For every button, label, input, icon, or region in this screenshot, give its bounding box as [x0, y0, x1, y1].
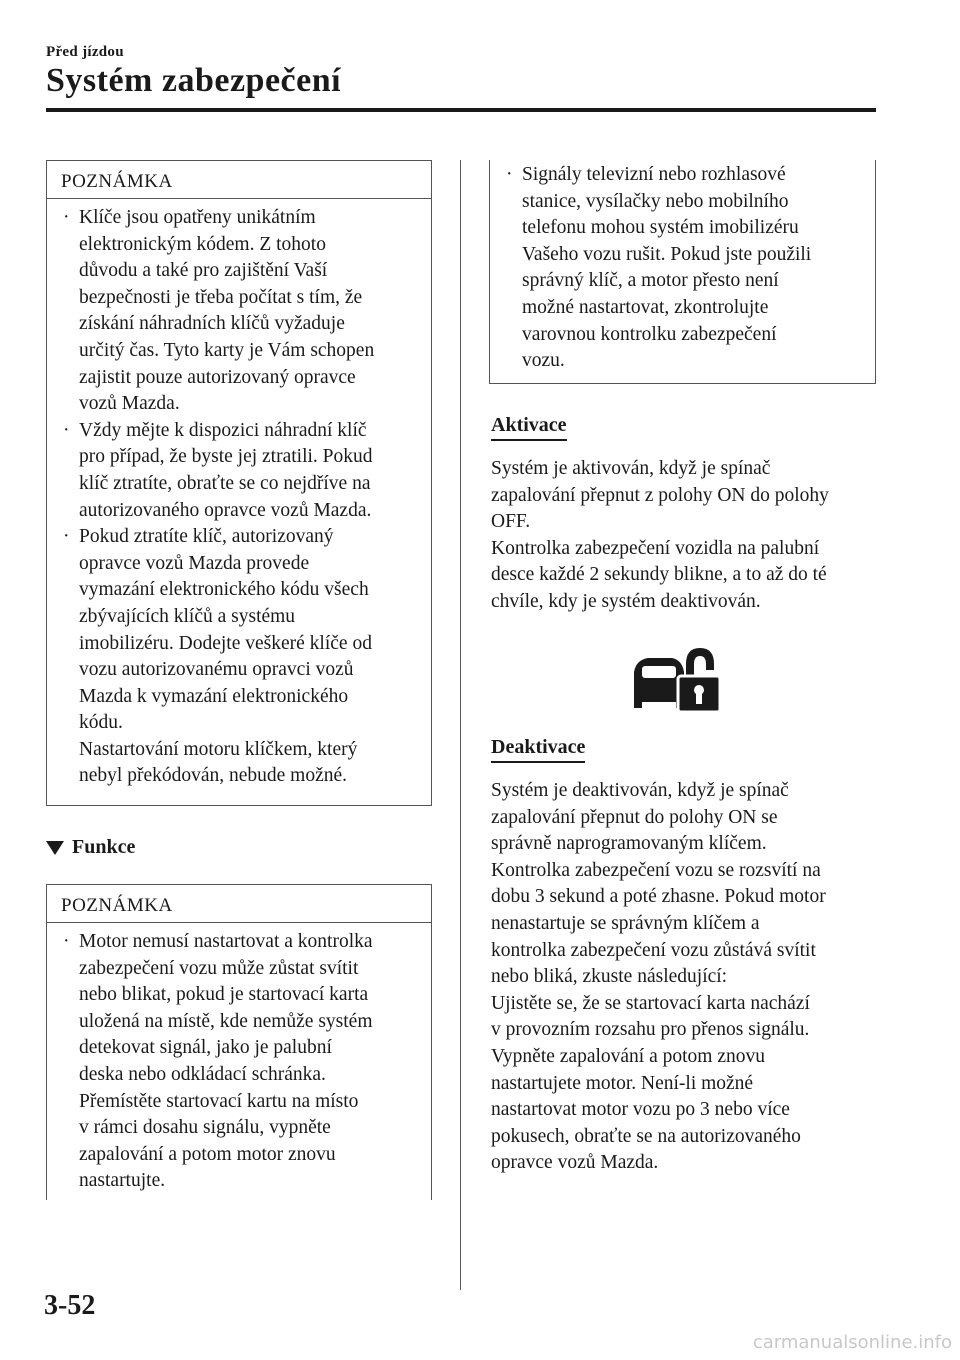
text-line: zapalování přepnut z polohy ON do polohy [491, 484, 829, 506]
text-line: Vašeho vozu rušit. Pokud jste použili [522, 243, 812, 265]
page-number: 3-52 [44, 1290, 96, 1321]
note-body [47, 923, 431, 1195]
page-title: Systém zabezpečení [46, 62, 342, 99]
text-line: důvodu a také pro zajištění Vaší [79, 260, 328, 282]
text-line: opravce vozů Mazda. [491, 1152, 659, 1174]
text-line: zabezpečení vozu může zůstat svítit [79, 957, 359, 979]
text-line: detekovat signál, jako je palubní [79, 1037, 332, 1059]
text-line: Vždy mějte k dispozici náhradní klíč [79, 419, 367, 441]
text-line: vozu. [522, 350, 565, 372]
paragraph-deaktivace [491, 778, 881, 1177]
text-line: dobu 3 sekund a poté zhasne. Pokud motor [491, 886, 826, 908]
text-line: vymazání elektronického kódu všech [79, 579, 369, 601]
note-body [490, 160, 875, 375]
bullet-dot-icon: · [506, 164, 513, 185]
column-divider [460, 160, 461, 1290]
section-heading-text: Funkce [72, 836, 136, 858]
subheading-text: Deaktivace [491, 736, 586, 758]
text-line: Přemístěte startovací kartu na místo [79, 1090, 359, 1112]
bullet-text [79, 205, 421, 418]
text-line: správně naprogramovaným klíčem. [491, 833, 767, 855]
text-line: elektronickým kódem. Z tohoto [79, 233, 326, 255]
security-indicator-icon [628, 642, 724, 714]
text-line: Klíče jsou opatřeny unikátním [79, 207, 316, 228]
triangle-marker-icon [46, 841, 64, 855]
text-line: desce každé 2 sekundy blikne, a to až do té [491, 564, 827, 586]
paragraph-aktivace [491, 456, 881, 616]
note-body [47, 199, 431, 790]
text-line: nebo bliká, zkuste následující: [491, 966, 728, 988]
section-heading-funkce [46, 836, 135, 859]
text-line: Kontrolka zabezpečení vozidla na palubní [491, 537, 820, 559]
text-line: deska nebo odkládací schránka. [79, 1063, 326, 1085]
text-line: chvíle, kdy je systém deaktivován. [491, 590, 761, 612]
text-line: nastartujete motor. Není-li možné [491, 1072, 754, 1094]
bullet-dot-icon: · [63, 419, 70, 441]
text-line: opravce vozů Mazda provede [79, 552, 310, 574]
note-title: POZNÁMKA [61, 895, 173, 916]
text-line: varovnou kontrolku zabezpečení [522, 323, 777, 345]
text-line: získání náhradních klíčů vyžaduje [79, 313, 345, 335]
note-box-keys [46, 160, 432, 806]
bullet-dot-icon: · [63, 931, 70, 952]
text-line: Signály televizní nebo rozhlasové [522, 164, 786, 185]
note-title: POZNÁMKA [61, 171, 173, 192]
text-line: v provozním rozsahu pro přenos signálu. [491, 1019, 810, 1041]
text-line: kódu. [79, 712, 123, 734]
bullet-text [79, 418, 421, 524]
text-line: možné nastartovat, zkontrolujte [522, 296, 769, 318]
text-line: stanice, vysílačky nebo mobilního [522, 190, 789, 212]
text-line: nastartovat motor vozu po 3 nebo více [491, 1099, 790, 1121]
text-line: Kontrolka zabezpečení vozu se rozsvítí na [491, 859, 821, 881]
subheading-text: Aktivace [491, 414, 567, 436]
text-line: nebyl překódován, nebude možné. [79, 765, 348, 787]
text-line: Systém je aktivován, když je spínač [491, 458, 771, 479]
text-line: nebo blikat, pokud je startovací karta [79, 984, 369, 1006]
bullet-text [522, 162, 865, 375]
text-line: Systém je deaktivován, když je spínač [491, 780, 789, 801]
text-line: nastartujte. [79, 1170, 166, 1192]
subheading-deaktivace [491, 736, 585, 763]
text-line: telefonu mohou systém imobilizéru [522, 217, 799, 239]
subheading-underline [491, 439, 567, 441]
note-bullet-item [61, 418, 421, 524]
text-line: Mazda k vymazání elektronického [79, 685, 349, 707]
text-line: zapalování a potom motor znovu [79, 1143, 336, 1165]
text-line: v rámci dosahu signálu, vypněte [79, 1117, 331, 1139]
text-line: Nastartování motoru klíčkem, který [79, 738, 358, 760]
note-box-start-card [46, 884, 432, 1200]
note-bullet-item [61, 524, 421, 737]
text-line: zajistit pouze autorizovaný opravce [79, 366, 356, 388]
note-box-continued [489, 160, 876, 384]
text-line: Vypněte zapalování a potom znovu [491, 1045, 765, 1067]
bullet-text [79, 929, 421, 1089]
text-line: Pokud ztratíte klíč, autorizovaný [79, 526, 334, 548]
watermark: carmanualsonline.info [752, 1332, 952, 1353]
text-line: uložená na místě, kde nemůže systém [79, 1010, 373, 1032]
text-line: bezpečnosti je třeba počítat s tím, že [79, 286, 363, 308]
text-line: zapalování přepnut do polohy ON se [491, 806, 778, 828]
text-line: pokusech, obraťte se na autorizovaného [491, 1125, 801, 1147]
note-bullet-item [61, 205, 421, 418]
text-line: klíč ztratíte, obraťte se co nejdříve na [79, 472, 371, 494]
text-line: Motor nemusí nastartovat a kontrolka [79, 931, 373, 952]
bullet-dot-icon: · [63, 207, 70, 228]
text-line: pro případ, že byste jej ztratili. Pokud [79, 446, 373, 468]
text-line: autorizovaného opravce vozů Mazda. [79, 499, 372, 521]
text-line: vozu autorizovanému opravci vozů [79, 659, 354, 681]
text-line: vozů Mazda. [79, 393, 180, 415]
text-line: určitý čas. Tyto karty je Vám schopen [79, 339, 375, 361]
text-line: kontrolka zabezpečení vozu zůstává svítit [491, 939, 816, 961]
text-line: nenastartuje se správným klíčem a [491, 912, 760, 934]
bullet-dot-icon: · [63, 526, 70, 548]
text-line: zbývajících klíčů a systému [79, 605, 296, 627]
text-line: OFF. [491, 511, 531, 533]
header-rule [46, 108, 876, 112]
text-line: imobilizéru. Dodejte veškeré klíče od [79, 632, 372, 654]
note-bullet-item [504, 162, 865, 375]
bullet-text [79, 524, 421, 737]
text-line: správný klíč, a motor přesto není [522, 270, 779, 292]
subheading-aktivace [491, 414, 567, 441]
text-line: Ujistěte se, že se startovací karta nachází [491, 992, 810, 1014]
subheading-underline [491, 761, 585, 763]
note-bullet-item [61, 929, 421, 1089]
section-label: Před jízdou [46, 44, 124, 60]
